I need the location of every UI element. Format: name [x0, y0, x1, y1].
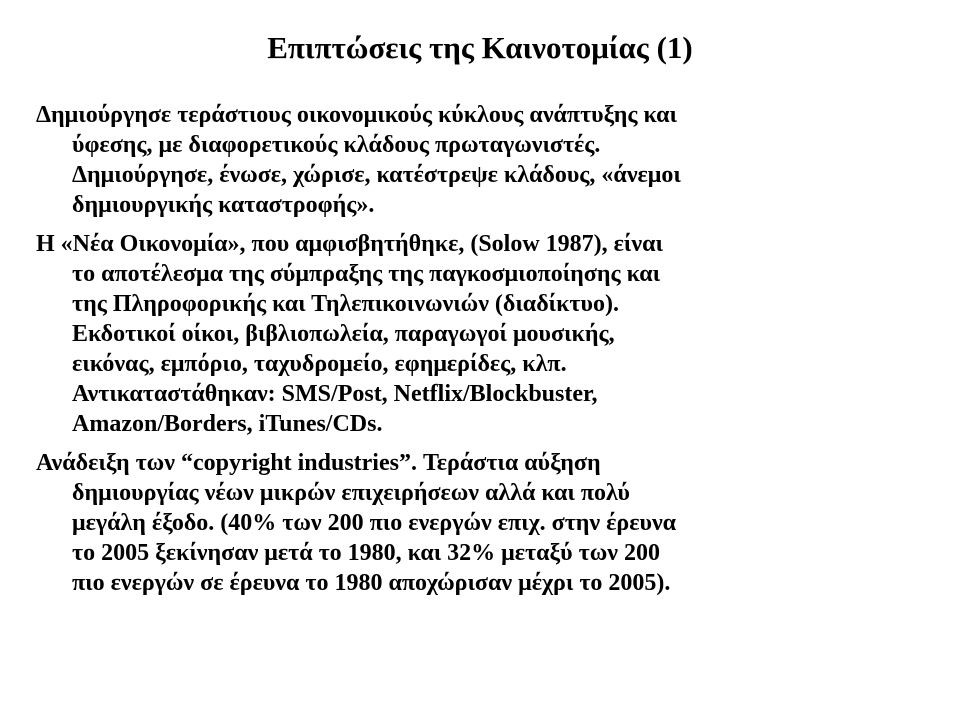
- paragraph-line: Εκδοτικοί οίκοι, βιβλιοπωλεία, παραγωγοί μουσικής,: [72, 321, 615, 347]
- paragraph-line: Amazon/Borders, iTunes/CDs.: [72, 411, 383, 437]
- paragraph-3: [36, 448, 916, 598]
- paragraph-line: το 2005 ξεκίνησαν μετά το 1980, και 32% μεταξύ των 200: [72, 540, 660, 566]
- paragraph-line: εικόνας, εμπόριο, ταχυδρομείο, εφημερίδες, κλπ.: [72, 351, 567, 377]
- paragraph-line: μεγάλη έξοδο. (40% των 200 πιο ενεργών επιχ. στην έρευνα: [72, 510, 677, 536]
- paragraph-line: ύφεσης, με διαφορετικούς κλάδους πρωταγωνιστές.: [72, 132, 601, 158]
- paragraph-line: Αντικαταστάθηκαν: SMS/Post, Netflix/Blockbuster,: [72, 381, 598, 407]
- paragraph-line: της Πληροφορικής και Τηλεπικοινωνιών (διαδίκτυο).: [72, 291, 619, 317]
- paragraph-line: Δημιούργησε τεράστιους οικονομικούς κύκλους ανάπτυξης και: [36, 102, 677, 128]
- paragraph-2: [36, 229, 916, 439]
- paragraph-line: πιο ενεργών σε έρευνα το 1980 αποχώρισαν μέχρι το 2005).: [72, 570, 671, 596]
- paragraph-1: [36, 100, 916, 220]
- slide-title: Επιπτώσεις της Καινοτομίας (1): [267, 30, 693, 65]
- paragraph-line: Δημιούργησε, ένωσε, χώρισε, κατέστρεψε κλάδους, «άνεμοι: [72, 162, 681, 188]
- paragraph-line: δημιουργίας νέων μικρών επιχειρήσεων αλλά και πολύ: [72, 480, 630, 506]
- slide-body: [36, 100, 916, 598]
- paragraph-line: δημιουργικής καταστροφής».: [72, 192, 375, 218]
- paragraph-line: το αποτέλεσμα της σύμπραξης της παγκοσμιοποίησης και: [72, 261, 661, 287]
- paragraph-line: Η «Νέα Οικονομία», που αμφισβητήθηκε, (Solow 1987), είναι: [36, 231, 663, 257]
- paragraph-line: Ανάδειξη των “copyright industries”. Τεράστια αύξηση: [36, 450, 601, 476]
